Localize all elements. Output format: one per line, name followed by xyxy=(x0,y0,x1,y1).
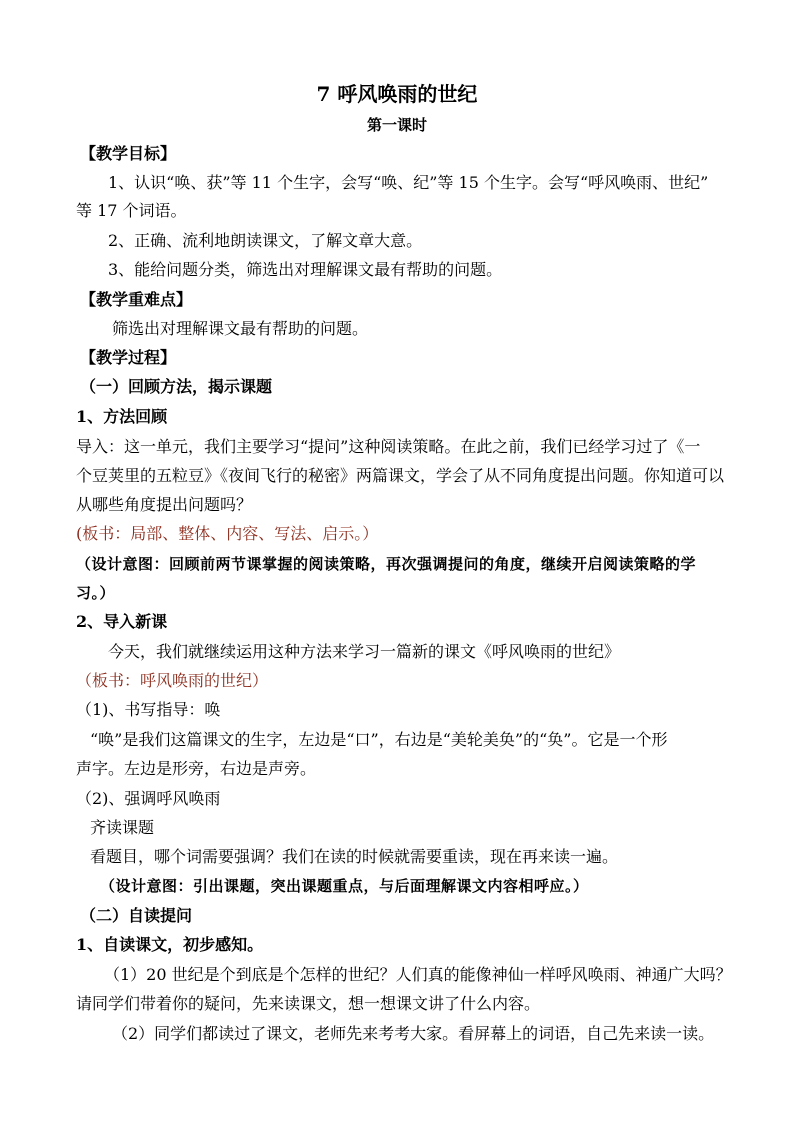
design-intent-2: （设计意图：引出课题，突出课题重点，与后面理解课文内容相呼应。） xyxy=(100,877,589,895)
design-intent-1-line-1: （设计意图：回顾前两节课掌握的阅读策略，再次强调提问的角度，继续开启阅读策略的学 xyxy=(76,555,697,573)
writing-guide-heading: （1)、书写指导：唤 xyxy=(76,700,221,719)
blackboard-note-1: (板书：局部、整体、内容、写法、启示。） xyxy=(76,524,379,543)
part-2-heading: （二）自读提问 xyxy=(80,906,193,925)
lesson-subtitle: 第一课时 xyxy=(366,116,427,134)
goal-1-line-2: 等 17 个词语。 xyxy=(76,201,187,220)
section-heading-goals: 【教学目标】 xyxy=(80,144,177,163)
blackboard-note-2: （板书：呼风唤雨的世纪） xyxy=(76,671,269,690)
question-1-line-2: 请同学们带着你的疑问，先来读课文，想一想课文讲了什么内容。 xyxy=(76,994,541,1013)
read-title-text: 齐读课题 xyxy=(90,818,155,837)
intro-line-3: 从哪些角度提出问题吗？ xyxy=(76,495,253,514)
section-heading-key-points: 【教学重难点】 xyxy=(80,290,193,309)
design-intent-1-line-2: 习。） xyxy=(76,584,116,602)
new-lesson-text: 今天，我们就继续运用这种方法来学习一篇新的课文《呼风唤雨的世纪》 xyxy=(108,642,621,661)
huan-explanation-line-2: 声字。左边是形旁，右边是声旁。 xyxy=(76,759,317,778)
step-2-heading: 2、导入新课 xyxy=(76,612,168,631)
self-read-heading: 1、自读课文，初步感知。 xyxy=(76,935,264,954)
goal-3: 3、能给问题分类，筛选出对理解课文最有帮助的问题。 xyxy=(108,260,503,279)
emphasis-heading: （2)、强调呼风唤雨 xyxy=(76,789,221,808)
question-2: （2）同学们都读过了课文，老师先来考考大家。看屏幕上的词语，自己先来读一读。 xyxy=(112,1024,715,1043)
step-1-heading: 1、方法回顾 xyxy=(76,407,168,426)
huan-explanation-line-1: “唤”是我们这篇课文的生字，左边是“口”，右边是“美轮美奂”的“奂”。它是一个形 xyxy=(90,730,668,749)
look-title-text: 看题目，哪个词需要强调？我们在读的时候就需要重读，现在再来读一遍。 xyxy=(90,847,619,866)
document-title: 7 呼风唤雨的世纪 xyxy=(316,82,478,106)
goal-2: 2、正确、流利地朗读课文，了解文章大意。 xyxy=(108,231,423,250)
key-points-text: 筛选出对理解课文最有帮助的问题。 xyxy=(112,319,369,338)
goal-1-line-1: 1、认识“唤、获”等 11 个生字，会写“唤、纪”等 15 个生字。会写“呼风唤雨、世纪” xyxy=(108,173,709,192)
intro-line-1: 导入：这一单元，我们主要学习“提问”这种阅读策略。在此之前，我们已经学习过了《一 xyxy=(76,437,701,456)
question-1-line-1: （1）20 世纪是个到底是个怎样的世纪？人们真的能像神仙一样呼风唤雨、神通广大吗？ xyxy=(104,965,732,984)
intro-line-2: 个豆荚里的五粒豆》《夜间飞行的秘密》两篇课文，学会了从不同角度提出问题。你知道可以 xyxy=(76,466,725,485)
section-heading-process: 【教学过程】 xyxy=(80,348,177,367)
part-1-heading: （一）回顾方法，揭示课题 xyxy=(80,377,273,396)
